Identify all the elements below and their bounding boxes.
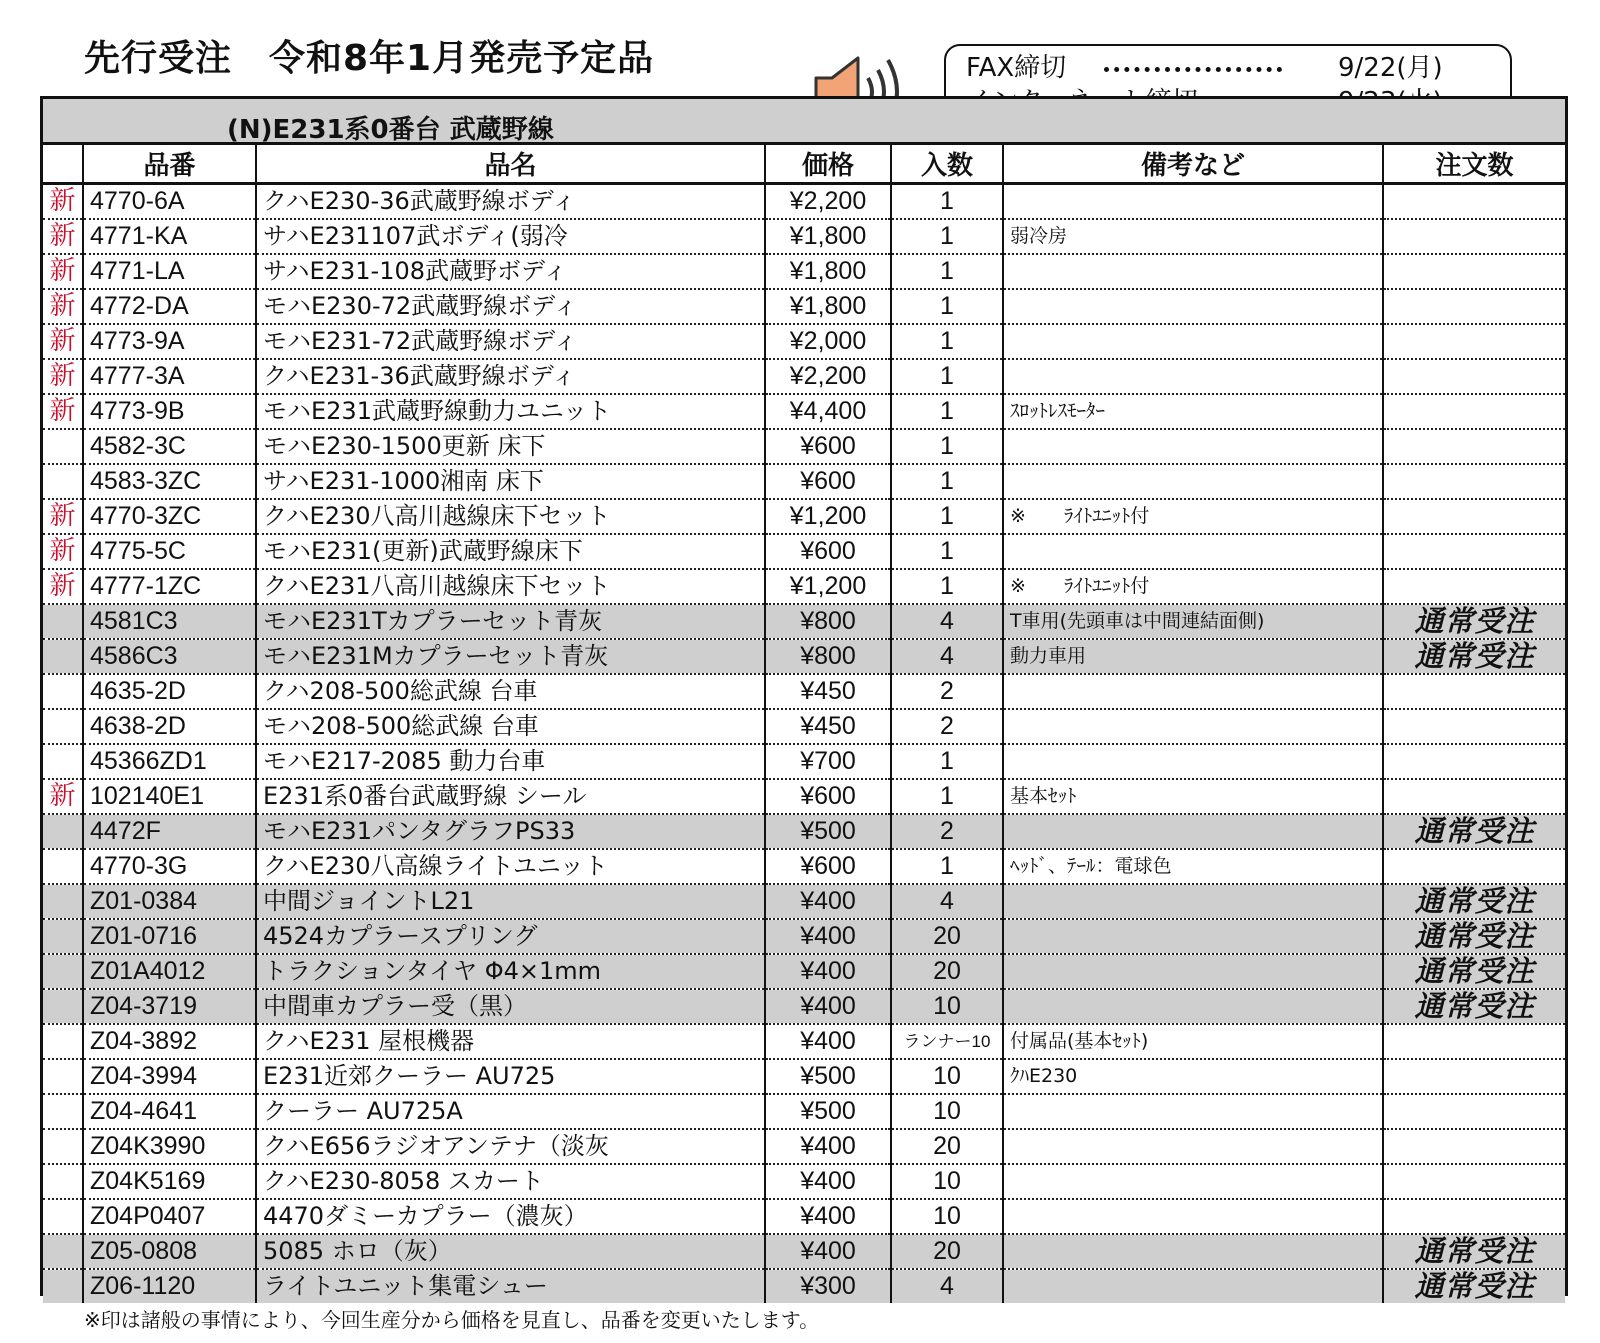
product-quantity: 1 xyxy=(891,464,1003,499)
product-price: ¥600 xyxy=(765,849,891,884)
order-count-field[interactable] xyxy=(1383,1199,1565,1234)
table-row xyxy=(43,359,1565,394)
product-name: E231近郊クーラー AU725 xyxy=(256,1059,765,1094)
product-price: ¥500 xyxy=(765,1094,891,1129)
product-note xyxy=(1003,884,1383,919)
product-name: 5085 ホロ（灰） xyxy=(256,1234,765,1269)
product-code: Z04-3892 xyxy=(83,1024,256,1059)
order-count-field[interactable] xyxy=(1383,709,1565,744)
product-code: 4777-3A xyxy=(83,359,256,394)
product-quantity: 1 xyxy=(891,499,1003,534)
product-price: ¥800 xyxy=(765,604,891,639)
product-note xyxy=(1003,989,1383,1024)
product-price: ¥2,000 xyxy=(765,324,891,359)
product-code: Z04-3719 xyxy=(83,989,256,1024)
table-row xyxy=(43,849,1565,884)
table-row xyxy=(43,429,1565,464)
product-name: モハE231(更新)武蔵野線床下 xyxy=(256,534,765,569)
order-count-field[interactable] xyxy=(1383,1129,1565,1164)
product-code: Z04-4641 xyxy=(83,1094,256,1129)
product-note: 弱冷房 xyxy=(1003,219,1383,254)
product-quantity: 1 xyxy=(891,744,1003,779)
product-name: モハE231武蔵野線動力ユニット xyxy=(256,394,765,429)
product-price: ¥2,200 xyxy=(765,184,891,220)
header-name: 品名 xyxy=(256,145,765,184)
order-count-field[interactable] xyxy=(1383,289,1565,324)
product-note: ｽﾛｯﾄﾚｽﾓｰﾀｰ xyxy=(1003,394,1383,429)
product-code: 4773-9A xyxy=(83,324,256,359)
order-form xyxy=(40,96,1568,1304)
header-price: 価格 xyxy=(765,145,891,184)
order-count-field[interactable]: 通常受注 xyxy=(1383,884,1565,919)
product-note: T車用(先頭車は中間連結面側) xyxy=(1003,604,1383,639)
table-row xyxy=(43,1269,1565,1303)
table-row xyxy=(43,639,1565,674)
product-code: 4772-DA xyxy=(83,289,256,324)
product-price: ¥1,200 xyxy=(765,569,891,604)
product-quantity: 2 xyxy=(891,814,1003,849)
product-price: ¥2,200 xyxy=(765,359,891,394)
product-code: 4770-3ZC xyxy=(83,499,256,534)
new-mark xyxy=(43,919,83,954)
new-mark xyxy=(43,814,83,849)
new-mark xyxy=(43,954,83,989)
product-price: ¥450 xyxy=(765,674,891,709)
product-code: 4635-2D xyxy=(83,674,256,709)
table-row xyxy=(43,254,1565,289)
product-code: 4472F xyxy=(83,814,256,849)
product-price: ¥500 xyxy=(765,1059,891,1094)
product-code: 4770-6A xyxy=(83,184,256,220)
table-row xyxy=(43,1234,1565,1269)
product-price: ¥400 xyxy=(765,1234,891,1269)
product-note xyxy=(1003,359,1383,394)
product-name: クハE230-8058 スカート xyxy=(256,1164,765,1199)
table-row xyxy=(43,1199,1565,1234)
product-note xyxy=(1003,324,1383,359)
product-name: サハE231-108武蔵野ボディ xyxy=(256,254,765,289)
table-row xyxy=(43,1059,1565,1094)
table-row xyxy=(43,814,1565,849)
product-code: 4775-5C xyxy=(83,534,256,569)
product-price: ¥600 xyxy=(765,429,891,464)
product-price: ¥400 xyxy=(765,989,891,1024)
order-count-field[interactable] xyxy=(1383,499,1565,534)
order-count-field[interactable]: 通常受注 xyxy=(1383,919,1565,954)
table-row xyxy=(43,219,1565,254)
table-row xyxy=(43,674,1565,709)
order-count-field[interactable] xyxy=(1383,849,1565,884)
order-count-field[interactable] xyxy=(1383,534,1565,569)
product-name: モハE231Tカプラーセット青灰 xyxy=(256,604,765,639)
order-count-field[interactable] xyxy=(1383,1094,1565,1129)
product-code: Z05-0808 xyxy=(83,1234,256,1269)
new-mark xyxy=(43,1199,83,1234)
product-note xyxy=(1003,429,1383,464)
product-name: クーラー AU725A xyxy=(256,1094,765,1129)
product-price: ¥300 xyxy=(765,1269,891,1303)
header-order: 注文数 xyxy=(1383,145,1565,184)
new-mark: 新 xyxy=(43,359,83,394)
product-note xyxy=(1003,954,1383,989)
product-quantity: 2 xyxy=(891,709,1003,744)
table-row xyxy=(43,709,1565,744)
product-price: ¥1,800 xyxy=(765,219,891,254)
product-code: 4582-3C xyxy=(83,429,256,464)
product-note xyxy=(1003,674,1383,709)
product-price: ¥4,400 xyxy=(765,394,891,429)
table-row xyxy=(43,604,1565,639)
product-table xyxy=(43,145,1565,1303)
new-mark xyxy=(43,884,83,919)
order-count-field[interactable]: 通常受注 xyxy=(1383,639,1565,674)
product-quantity: 1 xyxy=(891,219,1003,254)
new-mark xyxy=(43,709,83,744)
product-quantity: 10 xyxy=(891,1059,1003,1094)
order-count-field[interactable]: 通常受注 xyxy=(1383,989,1565,1024)
product-quantity: 1 xyxy=(891,254,1003,289)
table-row xyxy=(43,534,1565,569)
new-mark: 新 xyxy=(43,184,83,220)
new-mark: 新 xyxy=(43,534,83,569)
product-name: クハ208-500総武線 台車 xyxy=(256,674,765,709)
product-code: 4581C3 xyxy=(83,604,256,639)
product-note xyxy=(1003,1094,1383,1129)
table-row xyxy=(43,394,1565,429)
fax-deadline xyxy=(962,52,1510,86)
product-note xyxy=(1003,919,1383,954)
new-mark xyxy=(43,1129,83,1164)
table-body xyxy=(43,184,1565,1304)
product-quantity: 10 xyxy=(891,989,1003,1024)
header-qty: 入数 xyxy=(891,145,1003,184)
product-name: クハE231 屋根機器 xyxy=(256,1024,765,1059)
header-note: 備考など xyxy=(1003,145,1383,184)
new-mark xyxy=(43,429,83,464)
product-code: Z04K3990 xyxy=(83,1129,256,1164)
product-price: ¥700 xyxy=(765,744,891,779)
order-count-field[interactable]: 通常受注 xyxy=(1383,954,1565,989)
order-count-field[interactable] xyxy=(1383,744,1565,779)
product-note: 基本ｾｯﾄ xyxy=(1003,779,1383,814)
table-row xyxy=(43,989,1565,1024)
product-quantity: 2 xyxy=(891,674,1003,709)
product-quantity: 10 xyxy=(891,1164,1003,1199)
product-name: モハE230-1500更新 床下 xyxy=(256,429,765,464)
order-count-field[interactable]: 通常受注 xyxy=(1383,1269,1565,1303)
order-count-field[interactable] xyxy=(1383,674,1565,709)
product-note xyxy=(1003,1269,1383,1303)
header-code: 品番 xyxy=(83,145,256,184)
table-row xyxy=(43,499,1565,534)
product-code: 4638-2D xyxy=(83,709,256,744)
product-name: 中間車カプラー受（黒） xyxy=(256,989,765,1024)
product-note xyxy=(1003,254,1383,289)
product-note xyxy=(1003,534,1383,569)
product-price: ¥500 xyxy=(765,814,891,849)
product-quantity: 4 xyxy=(891,639,1003,674)
product-quantity: ランナー10 xyxy=(891,1024,1003,1059)
product-price: ¥400 xyxy=(765,1129,891,1164)
order-count-field[interactable] xyxy=(1383,184,1565,220)
new-mark xyxy=(43,1094,83,1129)
product-name: モハ208-500総武線 台車 xyxy=(256,709,765,744)
product-name: クハE230-36武蔵野線ボディ xyxy=(256,184,765,220)
order-count-field[interactable]: 通常受注 xyxy=(1383,1234,1565,1269)
new-mark xyxy=(43,989,83,1024)
product-quantity: 1 xyxy=(891,289,1003,324)
new-mark xyxy=(43,1059,83,1094)
product-quantity: 20 xyxy=(891,1129,1003,1164)
product-code: Z01-0384 xyxy=(83,884,256,919)
product-price: ¥600 xyxy=(765,779,891,814)
new-mark xyxy=(43,1234,83,1269)
product-quantity: 1 xyxy=(891,849,1003,884)
product-quantity: 4 xyxy=(891,1269,1003,1303)
table-row xyxy=(43,1164,1565,1199)
product-code: Z04P0407 xyxy=(83,1199,256,1234)
product-price: ¥1,800 xyxy=(765,254,891,289)
table-row xyxy=(43,464,1565,499)
table-row xyxy=(43,289,1565,324)
product-name: モハE231-72武蔵野線ボディ xyxy=(256,324,765,359)
new-mark xyxy=(43,674,83,709)
product-quantity: 1 xyxy=(891,394,1003,429)
product-quantity: 10 xyxy=(891,1199,1003,1234)
order-count-field[interactable] xyxy=(1383,1024,1565,1059)
product-price: ¥1,800 xyxy=(765,289,891,324)
fax-deadline-date: 9/22(月) xyxy=(1338,53,1443,83)
product-code: Z04-3994 xyxy=(83,1059,256,1094)
new-mark: 新 xyxy=(43,324,83,359)
product-quantity: 10 xyxy=(891,1094,1003,1129)
product-price: ¥600 xyxy=(765,534,891,569)
product-quantity: 1 xyxy=(891,779,1003,814)
product-name: クハE231八高川越線床下セット xyxy=(256,569,765,604)
product-price: ¥1,200 xyxy=(765,499,891,534)
new-mark xyxy=(43,639,83,674)
new-mark: 新 xyxy=(43,569,83,604)
order-count-field[interactable]: 通常受注 xyxy=(1383,814,1565,849)
product-price: ¥800 xyxy=(765,639,891,674)
table-row xyxy=(43,919,1565,954)
product-quantity: 1 xyxy=(891,429,1003,464)
product-note xyxy=(1003,289,1383,324)
table-row xyxy=(43,1024,1565,1059)
product-price: ¥450 xyxy=(765,709,891,744)
new-mark: 新 xyxy=(43,254,83,289)
product-note: ※ ﾗｲﾄﾕﾆｯﾄ付 xyxy=(1003,499,1383,534)
product-name: クハE656ラジオアンテナ（淡灰 xyxy=(256,1129,765,1164)
new-mark: 新 xyxy=(43,499,83,534)
order-count-field[interactable] xyxy=(1383,324,1565,359)
product-name: モハE217-2085 動力台車 xyxy=(256,744,765,779)
table-row xyxy=(43,184,1565,220)
order-count-field[interactable] xyxy=(1383,219,1565,254)
product-name: サハE231-1000湘南 床下 xyxy=(256,464,765,499)
product-note xyxy=(1003,744,1383,779)
order-count-field[interactable] xyxy=(1383,1164,1565,1199)
product-note: ﾍｯﾄﾞ、ﾃｰﾙ：電球色 xyxy=(1003,849,1383,884)
product-name: 中間ジョイントL21 xyxy=(256,884,765,919)
product-code: 4770-3G xyxy=(83,849,256,884)
product-quantity: 4 xyxy=(891,884,1003,919)
product-name: ライトユニット集電シュー xyxy=(256,1269,765,1303)
new-mark: 新 xyxy=(43,779,83,814)
product-name: サハE231107武ボディ(弱冷 xyxy=(256,219,765,254)
order-count-field[interactable] xyxy=(1383,779,1565,814)
new-mark: 新 xyxy=(43,394,83,429)
product-note xyxy=(1003,464,1383,499)
leader-dots xyxy=(1104,67,1282,72)
product-note xyxy=(1003,1199,1383,1234)
product-price: ¥400 xyxy=(765,884,891,919)
product-code: 4771-KA xyxy=(83,219,256,254)
table-row xyxy=(43,884,1565,919)
page-title: 先行受注 令和8年1月発売予定品 xyxy=(84,38,655,79)
product-note xyxy=(1003,814,1383,849)
fax-deadline-label: FAX締切 xyxy=(966,53,1067,83)
order-count-field[interactable]: 通常受注 xyxy=(1383,604,1565,639)
order-count-field[interactable] xyxy=(1383,394,1565,429)
product-note: 動力車用 xyxy=(1003,639,1383,674)
product-note: 付属品(基本ｾｯﾄ) xyxy=(1003,1024,1383,1059)
product-quantity: 20 xyxy=(891,919,1003,954)
new-mark: 新 xyxy=(43,219,83,254)
table-row xyxy=(43,1129,1565,1164)
table-row xyxy=(43,779,1565,814)
product-quantity: 1 xyxy=(891,324,1003,359)
product-quantity: 20 xyxy=(891,954,1003,989)
new-mark xyxy=(43,744,83,779)
product-note xyxy=(1003,709,1383,744)
product-quantity: 1 xyxy=(891,534,1003,569)
product-code: 4583-3ZC xyxy=(83,464,256,499)
table-row xyxy=(43,744,1565,779)
product-note xyxy=(1003,1164,1383,1199)
product-price: ¥400 xyxy=(765,919,891,954)
order-count-field[interactable] xyxy=(1383,1059,1565,1094)
product-name: モハE230-72武蔵野線ボディ xyxy=(256,289,765,324)
product-price: ¥400 xyxy=(765,1024,891,1059)
product-quantity: 1 xyxy=(891,359,1003,394)
product-quantity: 1 xyxy=(891,569,1003,604)
product-price: ¥400 xyxy=(765,1199,891,1234)
product-name: E231系0番台武蔵野線 シール xyxy=(256,779,765,814)
product-name: モハE231Mカプラーセット青灰 xyxy=(256,639,765,674)
product-name: クハE230八高川越線床下セット xyxy=(256,499,765,534)
new-mark xyxy=(43,1024,83,1059)
product-code: 45366ZD1 xyxy=(83,744,256,779)
product-price: ¥400 xyxy=(765,954,891,989)
product-code: Z04K5169 xyxy=(83,1164,256,1199)
footnote: ※印は諸般の事情により、今回生産分から価格を見直し、品番を変更いたします。 xyxy=(84,1308,820,1332)
product-name: クハE231-36武蔵野線ボディ xyxy=(256,359,765,394)
product-note: ※ ﾗｲﾄﾕﾆｯﾄ付 xyxy=(1003,569,1383,604)
new-mark xyxy=(43,1269,83,1303)
product-code: Z06-1120 xyxy=(83,1269,256,1303)
header-new xyxy=(43,145,83,184)
product-code: Z01A4012 xyxy=(83,954,256,989)
order-count-field[interactable] xyxy=(1383,359,1565,394)
new-mark xyxy=(43,849,83,884)
product-price: ¥600 xyxy=(765,464,891,499)
product-code: Z01-0716 xyxy=(83,919,256,954)
product-name: 4470ダミーカプラー（濃灰） xyxy=(256,1199,765,1234)
table-row xyxy=(43,324,1565,359)
new-mark: 新 xyxy=(43,289,83,324)
order-count-field[interactable] xyxy=(1383,254,1565,289)
order-count-field[interactable] xyxy=(1383,429,1565,464)
product-code: 4777-1ZC xyxy=(83,569,256,604)
table-row xyxy=(43,569,1565,604)
table-row xyxy=(43,1094,1565,1129)
new-mark xyxy=(43,464,83,499)
order-count-field[interactable] xyxy=(1383,569,1565,604)
product-note: ｸﾊE230 xyxy=(1003,1059,1383,1094)
product-note xyxy=(1003,184,1383,220)
product-price: ¥400 xyxy=(765,1164,891,1199)
product-note xyxy=(1003,1234,1383,1269)
new-mark xyxy=(43,604,83,639)
new-mark xyxy=(43,1164,83,1199)
product-code: 102140E1 xyxy=(83,779,256,814)
product-code: 4586C3 xyxy=(83,639,256,674)
product-name: クハE230八高線ライトユニット xyxy=(256,849,765,884)
product-note xyxy=(1003,1129,1383,1164)
product-name: トラクションタイヤ Φ4×1mm xyxy=(256,954,765,989)
product-quantity: 20 xyxy=(891,1234,1003,1269)
series-name: (N)E231系0番台 武蔵野線 xyxy=(43,99,1565,145)
product-name: モハE231パンタグラフPS33 xyxy=(256,814,765,849)
product-code: 4773-9B xyxy=(83,394,256,429)
product-name: 4524カプラースプリング xyxy=(256,919,765,954)
order-count-field[interactable] xyxy=(1383,464,1565,499)
product-code: 4771-LA xyxy=(83,254,256,289)
product-quantity: 1 xyxy=(891,184,1003,220)
table-row xyxy=(43,954,1565,989)
product-quantity: 4 xyxy=(891,604,1003,639)
